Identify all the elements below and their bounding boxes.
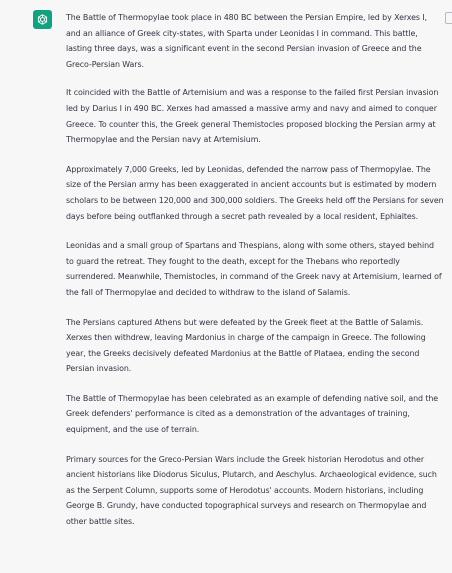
message-paragraph: It coincided with the Battle of Artemisium and was a response to the failed first Persian invasion led by Darius I in 490 BC. Xerxes had amassed a massive army and navy and aimed to conquer Greece. To counter this, the Greek general Themistocles proposed blocking the Persian army at Thermopylae and the Persian navy at Artemisium. (66, 88, 439, 145)
message-paragraph: The Persians captured Athens but were defeated by the Greek fleet at the Battle of Salamis. Xerxes then withdrew, leaving Mardonius in charge of the campaign in Greece. The following year, the Greeks decisively defeated Mardonius at the Battle of Plataea, ending the second Persian invasion. (66, 317, 426, 374)
message-content (66, 10, 444, 544)
message-paragraph: Primary sources for the Greco-Persian Wars include the Greek historian Herodotus and other ancient historians like Diodorus Siculus, Plutarch, and Aeschylus. Archaeological evidence, such as the Serpent Column, supports some of Herodotus' accounts. Modern historians, including George B. Grundy, have conducted topographical surveys and research on Thermopylae and other battle sites. (66, 454, 437, 527)
message-paragraph: Approximately 7,000 Greeks, led by Leonidas, defended the narrow pass of Thermopylae. The size of the Persian army has been exaggerated in ancient accounts but is estimated by modern scholars to be between 120,000 and 300,000 soldiers. The Greeks held off the Persians for seven days before being outflanked through a secret path revealed by a local resident, Ephialtes. (66, 164, 444, 221)
openai-logo-icon (36, 13, 49, 26)
message-paragraph: The Battle of Thermopylae took place in 480 BC between the Persian Empire, led by Xerxes I, and an alliance of Greek city-states, with Sparta under Leonidas I in command. This battle, lasting three days, was a significant event in the second Persian invasion of Greece and the Greco-Persian Wars. (66, 13, 428, 69)
assistant-avatar (33, 10, 52, 29)
message-paragraph: The Battle of Thermopylae has been celebrated as an example of defending native soil, and the Greek defenders' performance is cited as a demonstration of the advantages of training, equipment, and the use of terrain. (66, 393, 439, 435)
message-paragraph: Leonidas and a small group of Spartans and Thespians, along with some others, stayed behind to guard the retreat. They fought to the death, except for the Thebans who reportedly surrendered. Meanwhile, Themistocles, in command of the Greek navy at Artemisium, learned of the fall of Thermopylae and decided to withdraw to the island of Salamis. (66, 241, 442, 297)
copy-icon[interactable] (445, 12, 452, 24)
